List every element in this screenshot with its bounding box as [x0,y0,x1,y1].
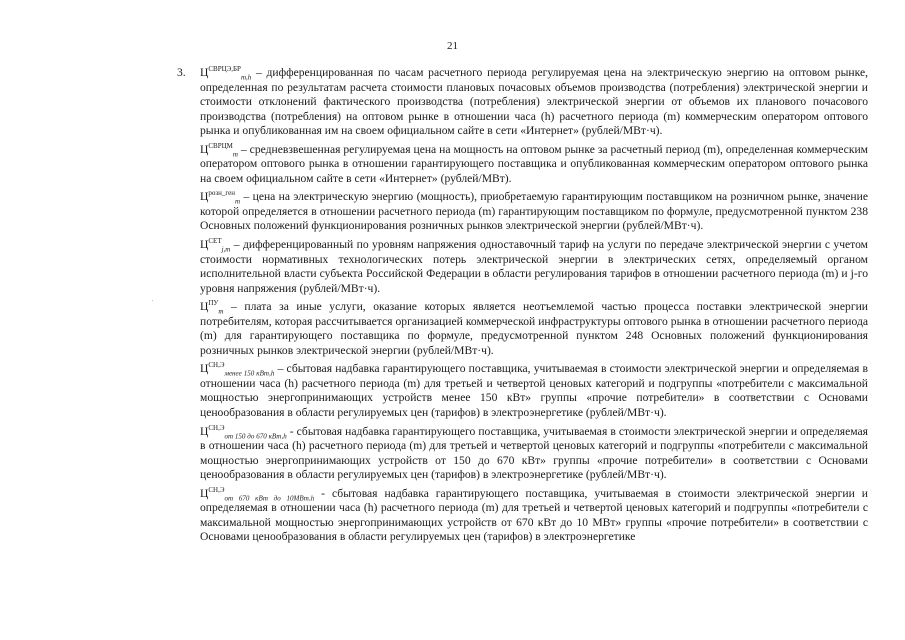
definition-paragraph [200,190,868,234]
definition-paragraph [200,362,868,420]
definition-text: – цена на электрическую энергию (мощность), приобретаемую гарантирующим поставщиком на розничном рынке, значение которой определяется в отношении расчетного периода (m) гарантирующим поставщиком по формуле, предусмотренной пунктом 238 Основных положений функционирования розничных рынков электрической энергии (рублей/МВт·ч). [200,190,868,233]
page-number: 21 [447,40,458,52]
price-symbol: $Ц^{СЕТ}_{j,m}$ [200,237,231,254]
price-symbol: $Ц^{СВРЦЭ,БР}_{m,h}$ [200,65,252,82]
price-symbol: $Ц^{СН,Э}_{от 150 до 670 кВт,h}$ [200,423,287,440]
definition-text: - сбытовая надбавка гарантирующего поставщика, учитываемая в стоимости электрической энергии и определяемая в отношении часа (h) расчетного периода (m) для третьей и четвертой ценовых категорий и подгруппы «потребители с максимальной мощностью энергопринимающих устройств от 150 до 670 кВт» группы «прочие потребители» в соответствии с Основами ценообразования в области регулируемых цен (тарифов) в электроэнергетике (рублей/МВт·ч). [200,424,868,482]
item-number: 3. [177,66,186,79]
definition-text: – плата за иные услуги, оказание которых является неотъемлемой частью процесса поставки электрической энергии потребителям, которая рассчитывается организацией коммерческой инфраструктуры оптового рынка в отношении расчетного периода (m) для гарантирующего поставщика по формуле, предусмотренной пунктом 248 Основных положений функционирования розничных рынков электрической энергии (рублей/МВт·ч). [200,300,868,357]
definition-text: – средневзвешенная регулируемая цена на мощность на оптовом рынке за расчетный период (m), определенная коммерческим оператором оптового рынка в отношении гарантирующего поставщика и опубликованная коммерческим оператором оптового рынка на своем официальном сайте в сети «Интернет» (рублей/МВт). [200,142,868,185]
definition-paragraph [200,66,868,139]
definition-paragraph [200,143,868,187]
definition-text: – дифференцированный по уровням напряжения одноставочный тариф на услуги по передаче электрической энергии с учетом стоимости нормативных технологических потерь электрической энергии в электрических сетях, определяемый органом исполнительной власти субъекта Российской Федерации в области регулирования тарифов в отношении расчетного периода (m) и j-го уровня напряжения (рублей/МВт·ч). [200,238,868,295]
definition-paragraph [200,425,868,483]
document-body [200,66,868,549]
price-symbol: $Ц^{СВРЦМ}_m$ [200,141,238,159]
definition-paragraph [200,300,868,358]
definition-paragraph [200,238,868,296]
definition-text: – сбытовая надбавка гарантирующего поставщика, учитываемая в стоимости электрической энергии и определяемая в отношении часа (h) расчетного периода (m) для третьей и четвертой ценовых категорий и подгруппы «потребители с максимальной мощностью энергопринимающих устройств менее 150 кВт» группы «прочие потребители» в соответствии с Основами ценообразования в области регулируемых цен (тарифов) в электроэнергетике (рублей/МВт·ч). [200,362,868,420]
definition-paragraph [200,487,868,545]
definition-text: - сбытовая надбавка гарантирующего поставщика, учитываемая в стоимости электрической энергии и определяемая в отношении часа (h) расчетного периода (m) для третьей и четвертой ценовых категорий и подгруппы «потребители с максимальной мощностью энергопринимающих устройств от 670 кВт до 10 МВт» группы «прочие потребители» в соответствии с Основами ценообразования в области регулируемых цен (тарифов) в электроэнергетике [200,486,868,544]
price-symbol: $Ц^{СН,Э}_{менее 150 кВт,h}$ [200,361,275,378]
margin-mark [152,300,153,301]
definition-text: – дифференцированная по часам расчетного периода регулируемая цена на электрическую энергию на оптовом рынке, определенная по результатам расчета стоимости плановых почасовых объемов производства (потребления) электрической энергии и стоимости отклонений фактического производства (потребления) электрической энергии от объемов их планового почасового производства (потребления) на оптовом рынке в отношении часа (h) расчетного периода (m) коммерческим оператором оптового рынка и опубликованная им на своем официальном сайте в сети «Интернет» (рублей/МВт·ч). [200,66,868,138]
price-symbol: $Ц^{СН,Э}_{от 670 кВт до 10МВт,h}$ [200,485,315,503]
price-symbol: $Ц^{ПУ}_m$ [200,299,224,316]
price-symbol: $Ц^{розн\_ген}_m$ [200,189,241,206]
